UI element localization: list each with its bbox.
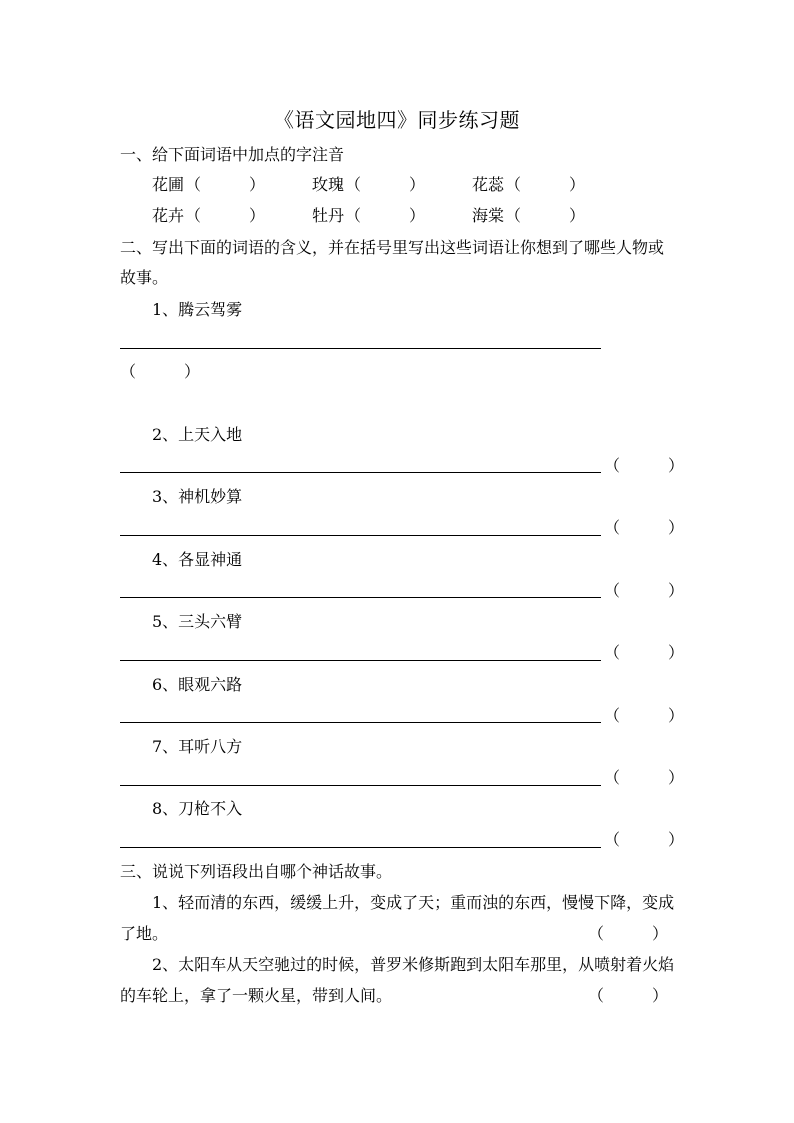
section2-item-label: 8、刀枪不入 xyxy=(152,799,243,818)
section1-word: 花卉 xyxy=(152,206,185,225)
answer-line[interactable] xyxy=(120,535,601,536)
answer-blank[interactable]: （ ） xyxy=(604,581,685,600)
section1-blank[interactable]: （ ） xyxy=(345,206,426,225)
section2-item-label: 5、三头六臂 xyxy=(152,612,243,631)
section2-heading: 二、写出下面的词语的含义，并在括号里写出这些词语让你想到了哪些人物或 xyxy=(120,238,665,257)
section1-word: 牡丹 xyxy=(312,206,345,225)
answer-blank[interactable]: （ ） xyxy=(604,518,685,537)
section2-item-label: 6、眼观六路 xyxy=(152,675,243,694)
section2-heading-cont: 故事。 xyxy=(120,268,169,287)
passage-line: 1、轻而清的东西，缓缓上升，变成了天；重而浊的东西，慢慢下降，变成 xyxy=(152,893,675,912)
answer-blank[interactable]: （ ） xyxy=(604,456,685,475)
answer-line[interactable] xyxy=(120,722,601,723)
section1-blank[interactable]: （ ） xyxy=(505,206,586,225)
answer-line[interactable] xyxy=(120,660,601,661)
answer-blank[interactable]: （ ） xyxy=(588,986,669,1005)
answer-line[interactable] xyxy=(120,472,601,473)
answer-line[interactable] xyxy=(120,348,601,349)
section1-blank[interactable]: （ ） xyxy=(185,206,266,225)
section3-heading: 三、说说下列语段出自哪个神话故事。 xyxy=(120,862,393,881)
section1-heading: 一、给下面词语中加点的字注音 xyxy=(120,145,345,164)
section2-item-label: 3、神机妙算 xyxy=(152,487,243,506)
passage-line: 的车轮上，拿了一颗火星，带到人间。 xyxy=(120,986,393,1005)
section2-item-label: 1、腾云驾雾 xyxy=(152,300,243,319)
section2-item-label: 2、上天入地 xyxy=(152,425,243,444)
section1-blank[interactable]: （ ） xyxy=(345,175,426,194)
answer-blank[interactable]: （ ） xyxy=(604,706,685,725)
page-title: 《语文园地四》同步练习题 xyxy=(274,108,520,132)
answer-blank[interactable]: （ ） xyxy=(604,830,685,849)
answer-line[interactable] xyxy=(120,785,601,786)
passage-line: 了地。 xyxy=(120,924,169,943)
answer-blank[interactable]: （ ） xyxy=(588,924,669,943)
section1-word: 花蕊 xyxy=(472,175,505,194)
answer-blank[interactable]: （ ） xyxy=(120,362,201,381)
section1-word: 海棠 xyxy=(472,206,505,225)
section1-word: 花圃 xyxy=(152,175,185,194)
section2-item-label: 7、耳听八方 xyxy=(152,737,243,756)
passage-line: 2、太阳车从天空驰过的时候，普罗米修斯跑到太阳车那里，从喷射着火焰 xyxy=(152,955,675,974)
answer-blank[interactable]: （ ） xyxy=(604,643,685,662)
section1-blank[interactable]: （ ） xyxy=(185,175,266,194)
section1-word: 玫瑰 xyxy=(312,175,345,194)
answer-line[interactable] xyxy=(120,847,601,848)
section1-blank[interactable]: （ ） xyxy=(505,175,586,194)
answer-line[interactable] xyxy=(120,597,601,598)
section2-item-label: 4、各显神通 xyxy=(152,550,243,569)
answer-blank[interactable]: （ ） xyxy=(604,768,685,787)
